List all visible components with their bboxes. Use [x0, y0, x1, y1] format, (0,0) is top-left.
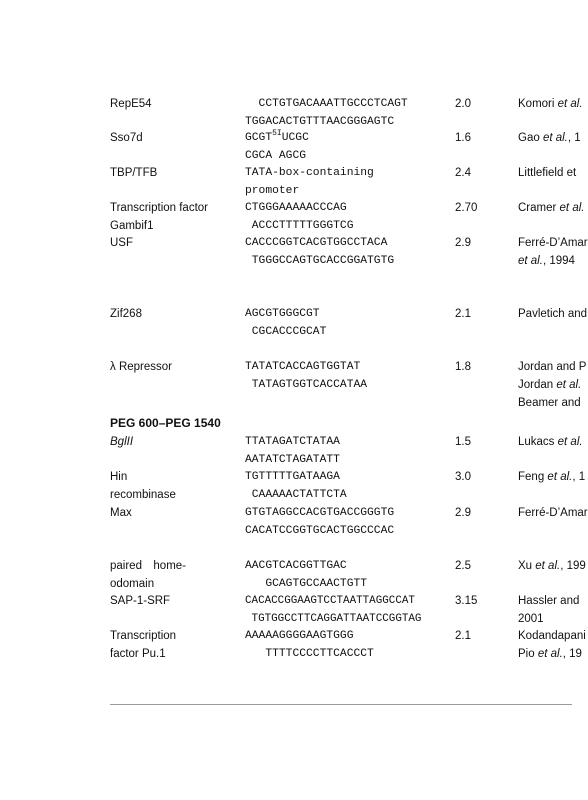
protein-name: Sso7d [110, 132, 143, 144]
reference-line: Hassler and [518, 595, 580, 607]
reference-line: Jordan et al. [518, 379, 582, 391]
dna-strand: TGGACACTGTTTAACGGGAGTC [245, 116, 395, 128]
reference-line: Jordan and P [518, 361, 587, 373]
dna-sequence [245, 433, 340, 469]
dna-sequence [245, 627, 374, 663]
dna-sequence [245, 305, 326, 341]
protein-name: Hin recombinase [110, 471, 176, 501]
dna-strand: TATA-box-containing [245, 167, 374, 179]
reference-line: Gao et al., 1 [518, 132, 581, 144]
reference-line: Lukacs et al. [518, 436, 583, 448]
reference-line: Feng et al., 1 [518, 471, 586, 483]
dna-sequence [245, 164, 374, 200]
dna-sequence [245, 557, 367, 593]
protein-name: Zif268 [110, 308, 142, 320]
dna-sequence [245, 129, 309, 165]
dna-strand: promoter [245, 185, 300, 197]
protein-name: λ Repressor [110, 361, 172, 373]
reference-line: et al., 1994 [518, 255, 575, 267]
protein-name: USF [110, 237, 133, 249]
dna-strand: CGCACCCGCAT [245, 326, 327, 338]
dna-suffix: UCGC [281, 132, 309, 144]
dna-strand: GCAGTGCCAACTGTT [245, 578, 368, 590]
dna-strand: AGCGTGGGCGT [245, 308, 320, 320]
reference-line: Pavletich and [518, 308, 588, 320]
reference-line: 2001 [518, 613, 544, 625]
reference [518, 557, 586, 575]
reference [518, 164, 577, 182]
resolution: 2.5 [455, 560, 471, 572]
reference-line: Littlefield et [518, 167, 577, 179]
reference [518, 129, 581, 147]
dna-strand: CTGGGAAAAACCCAG [245, 202, 347, 214]
resolution: 1.8 [455, 361, 471, 373]
protein-name: Transcription factor Pu.1 [110, 630, 177, 660]
reference [518, 234, 588, 270]
reference [518, 504, 588, 522]
dna-strand: TTATAGATCTATAA [245, 436, 340, 448]
reference-line: Xu et al., 199 [518, 560, 586, 572]
reference-line: Ferré-D’Amar [518, 237, 588, 249]
dna-strand: CACATCCGGTGCACTGGCCCAC [245, 525, 395, 537]
dna-strand [245, 129, 309, 147]
resolution: 2.1 [455, 630, 471, 642]
protein-name: TBP/TFB [110, 167, 158, 179]
dna-strand: ACCCTTTTTGGGTCG [245, 220, 354, 232]
reference [518, 199, 585, 217]
reference-line: Komori et al. [518, 98, 583, 110]
reference-line: Pio et al., 19 [518, 648, 582, 660]
resolution: 3.0 [455, 471, 471, 483]
resolution: 2.4 [455, 167, 471, 179]
protein-name: Transcription factor Gambif1 [110, 202, 208, 232]
protein-name: BglII [110, 436, 134, 448]
reference [518, 95, 583, 113]
dna-sequence [245, 468, 347, 504]
resolution: 2.9 [455, 237, 471, 249]
resolution: 2.70 [455, 202, 478, 214]
reference [518, 305, 588, 323]
dna-sequence [245, 592, 421, 628]
dna-sequence [245, 234, 394, 270]
dna-strand: CAAAAACTATTCTA [245, 489, 347, 501]
reference [518, 358, 587, 412]
reference-line: Ferré-D’Amar [518, 507, 588, 519]
dna-sequence [245, 95, 408, 131]
dna-strand: AAAAAGGGGAAGTGGG [245, 630, 354, 642]
dna-sequence [245, 358, 367, 394]
resolution: 3.15 [455, 595, 478, 607]
resolution: 2.1 [455, 308, 471, 320]
resolution: 2.0 [455, 98, 471, 110]
resolution: 1.5 [455, 436, 471, 448]
dna-strand: TGTTTTTGATAAGA [245, 471, 340, 483]
reference-line: Kodandapani [518, 630, 586, 642]
dna-strand: TTTTCCCCTTCACCCT [245, 648, 374, 660]
dna-strand: CCTGTGACAAATTGCCCTCAGT [245, 98, 408, 110]
dna-modification: 5I [272, 129, 282, 139]
section-heading: PEG 600–PEG 1540 [110, 416, 221, 430]
dna-strand: AATATCTAGATATT [245, 454, 340, 466]
dna-sequence [245, 504, 394, 540]
resolution: 2.9 [455, 507, 471, 519]
reference-line: Cramer et al. [518, 202, 585, 214]
reference [518, 468, 586, 486]
resolution: 1.6 [455, 132, 471, 144]
dna-strand: TATATCACCAGTGGTAT [245, 361, 361, 373]
reference [518, 627, 586, 663]
dna-strand: CGCA AGCG [245, 150, 307, 162]
dna-strand: GTGTAGGCCACGTGACCGGGTG [245, 507, 395, 519]
reference [518, 433, 583, 451]
protein-name: RepE54 [110, 98, 152, 110]
reference [518, 592, 580, 628]
dna-prefix: GCGT [245, 132, 273, 144]
dna-strand: TATAGTGGTCACCATAA [245, 379, 368, 391]
dna-strand: CACCCGGTCACGTGGCCTACA [245, 237, 388, 249]
dna-strand: AACGTCACGGTTGAC [245, 560, 347, 572]
reference-line: Beamer and [518, 397, 581, 409]
dna-strand: TGTGGCCTTCAGGATTAATCCGGTAG [245, 613, 422, 625]
dna-sequence [245, 199, 353, 235]
protein-name: paired home-odomain [110, 560, 186, 590]
protein-name: Max [110, 507, 132, 519]
protein-name: SAP-1-SRF [110, 595, 171, 607]
table-bottom-rule [110, 704, 572, 705]
dna-strand: CACACCGGAAGTCCTAATTAGGCCAT [245, 595, 415, 607]
dna-strand: TGGGCCAGTGCACCGGATGTG [245, 255, 395, 267]
